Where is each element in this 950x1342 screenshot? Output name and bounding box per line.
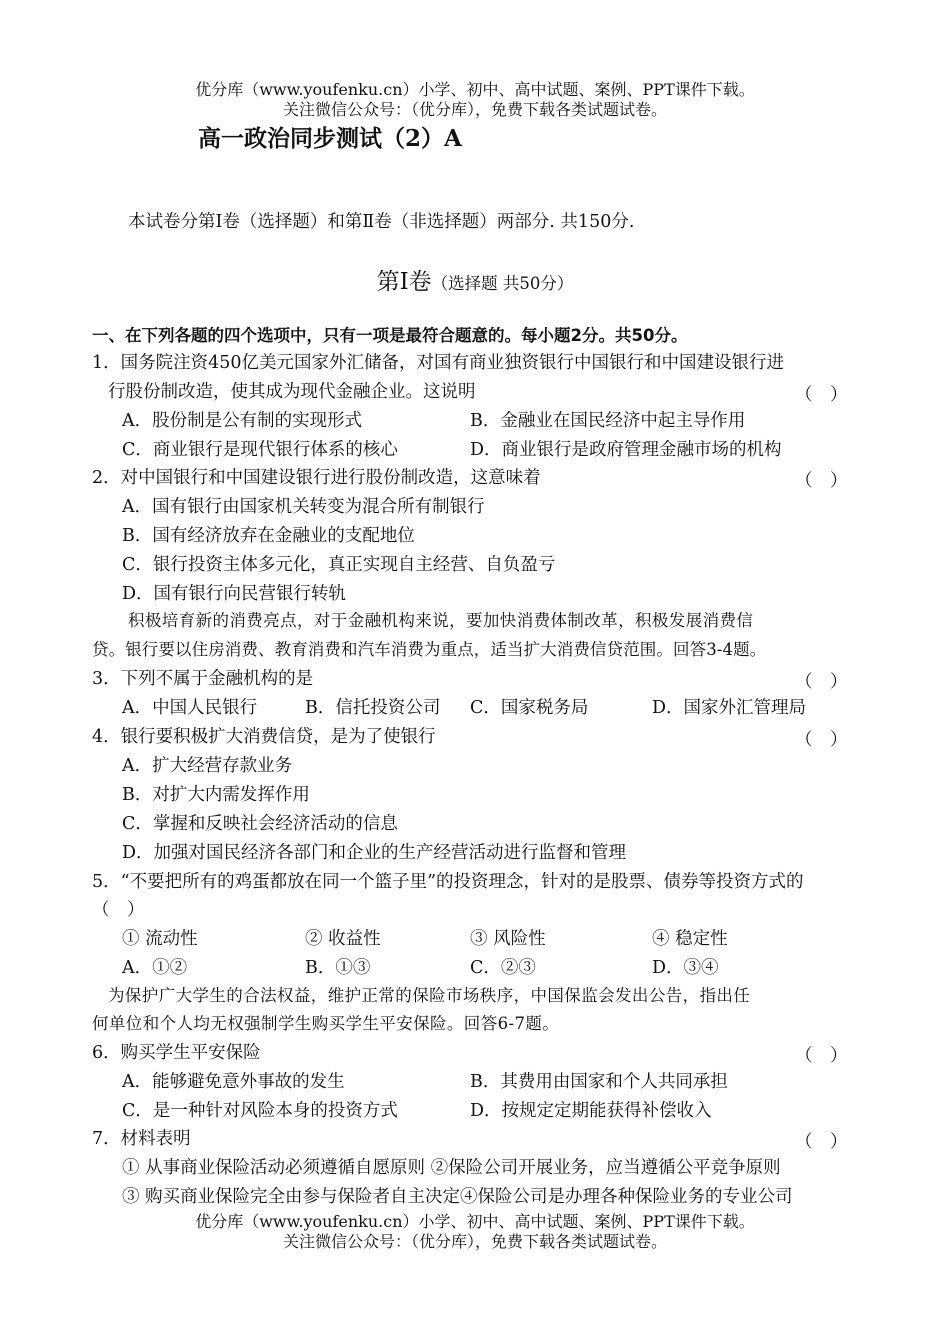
page-title: 高一政治同步测试（2）A (198, 125, 462, 152)
q5-answer-paren: （ ） (92, 900, 145, 920)
q7-stem: 7．材料表明 (92, 1129, 191, 1149)
q5-item-2: ② 收益性 (305, 929, 381, 949)
material-2-line-1: 为保护广大学生的合法权益，维护正常的保险市场秩序，中国保监会发出公告，指出任 (108, 986, 751, 1005)
material-1-line-1: 积极培育新的消费亮点，对于金融机构来说，要加快消费体制改革，积极发展消费信 (128, 611, 754, 630)
q6-option-b: B．其费用由国家和个人共同承担 (470, 1072, 728, 1092)
q6-answer-paren: （ ） (795, 1046, 848, 1066)
q1-option-a: A．股份制是公有制的实现形式 (122, 411, 363, 431)
q5-option-c: C．②③ (470, 958, 536, 978)
header-line-1: 优分库（www.youfenku.cn）小学、初中、高中试题、案例、PPT课件下载。 (195, 80, 755, 99)
q5-option-b: B．①③ (305, 958, 371, 978)
q5-option-d: D．③④ (652, 958, 719, 978)
q4-option-c: C．掌握和反映社会经济活动的信息 (122, 814, 398, 834)
q1-option-c: C．商业银行是现代银行体系的核心 (122, 440, 398, 460)
volume-sub: （选择题 共50分） (431, 274, 574, 293)
q2-option-a: A．国有银行由国家机关转变为混合所有制银行 (122, 497, 485, 517)
q1-stem-2: 行股份制改造，使其成为现代金融企业。这说明 (108, 382, 476, 402)
q4-stem: 4．银行要积极扩大消费信贷，是为了使银行 (92, 727, 436, 747)
q1-option-d: D．商业银行是政府管理金融市场的机构 (470, 440, 782, 460)
q4-option-d: D．加强对国民经济各部门和企业的生产经营活动进行监督和管理 (122, 843, 627, 863)
footer-line-2: 关注微信公众号：（优分库），免费下载各类试题试卷。 (282, 1232, 667, 1251)
footer-line-1: 优分库（www.youfenku.cn）小学、初中、高中试题、案例、PPT课件下载。 (195, 1212, 755, 1231)
material-2-line-2: 何单位和个人均无权强制学生购买学生平安保险。回答6-7题。 (92, 1014, 560, 1033)
q6-option-c: C．是一种针对风险本身的投资方式 (122, 1101, 398, 1121)
q2-option-b: B．国有经济放弃在金融业的支配地位 (122, 526, 415, 546)
q3-option-d: D．国家外汇管理局 (652, 698, 807, 718)
q2-option-d: D．国有银行向民营银行转轨 (122, 584, 347, 604)
q1-stem-1: 1．国务院注资450亿美元国家外汇储备，对国有商业独资银行中国银行和中国建设银行进 (92, 353, 785, 373)
header-line-2: 关注微信公众号：（优分库），免费下载各类试题试卷。 (282, 100, 667, 119)
q6-option-d: D．按规定定期能获得补偿收入 (470, 1101, 712, 1121)
q5-item-3: ③ 风险性 (470, 929, 546, 949)
volume-heading (0, 263, 950, 296)
q4-option-b: B．对扩大内需发挥作用 (122, 785, 310, 805)
q3-option-a: A．中国人民银行 (122, 698, 258, 718)
q3-answer-paren: （ ） (795, 672, 848, 692)
q5-item-4: ④ 稳定性 (652, 929, 728, 949)
q4-answer-paren: （ ） (795, 730, 848, 750)
q6-stem: 6．购买学生平安保险 (92, 1043, 261, 1063)
q7-statement-line-2: ③ 购买商业保险完全由参与保险者自主决定④保险公司是办理各种保险业务的专业公司 (122, 1187, 793, 1207)
q6-option-a: A．能够避免意外事故的发生 (122, 1072, 345, 1092)
q7-answer-paren: （ ） (795, 1132, 848, 1152)
exam-intro: 本试卷分第Ⅰ卷（选择题）和第Ⅱ卷（非选择题）两部分. 共150分. (128, 212, 635, 232)
q1-option-b: B．金融业在国民经济中起主导作用 (470, 411, 746, 431)
material-1-line-2: 贷。银行要以住房消费、教育消费和汽车消费为重点，适当扩大消费信贷范围。回答3-4题。 (92, 640, 767, 659)
q3-stem: 3．下列不属于金融机构的是 (92, 669, 314, 689)
q2-option-c: C．银行投资主体多元化，真正实现自主经营、自负盈亏 (122, 555, 556, 575)
volume-main: 第Ⅰ卷 (376, 269, 432, 295)
q3-option-c: C．国家税务局 (470, 698, 589, 718)
q1-answer-paren: （ ） (795, 385, 848, 405)
section-heading: 一、在下列各题的四个选项中，只有一项是最符合题意的。每小题2分。共50分。 (92, 326, 688, 345)
q5-stem: 5．“不要把所有的鸡蛋都放在同一个篮子里”的投资理念，针对的是股票、债券等投资方式的 (92, 872, 804, 892)
q3-option-b: B．信托投资公司 (305, 698, 441, 718)
q5-item-1: ① 流动性 (122, 929, 198, 949)
q2-answer-paren: （ ） (795, 471, 848, 491)
q5-option-a: A．①② (122, 958, 188, 978)
q2-stem: 2．对中国银行和中国建设银行进行股份制改造，这意味着 (92, 468, 541, 488)
q7-statement-line-1: ① 从事商业保险活动必须遵循自愿原则 ②保险公司开展业务，应当遵循公平竞争原则 (122, 1158, 781, 1178)
q4-option-a: A．扩大经营存款业务 (122, 756, 293, 776)
